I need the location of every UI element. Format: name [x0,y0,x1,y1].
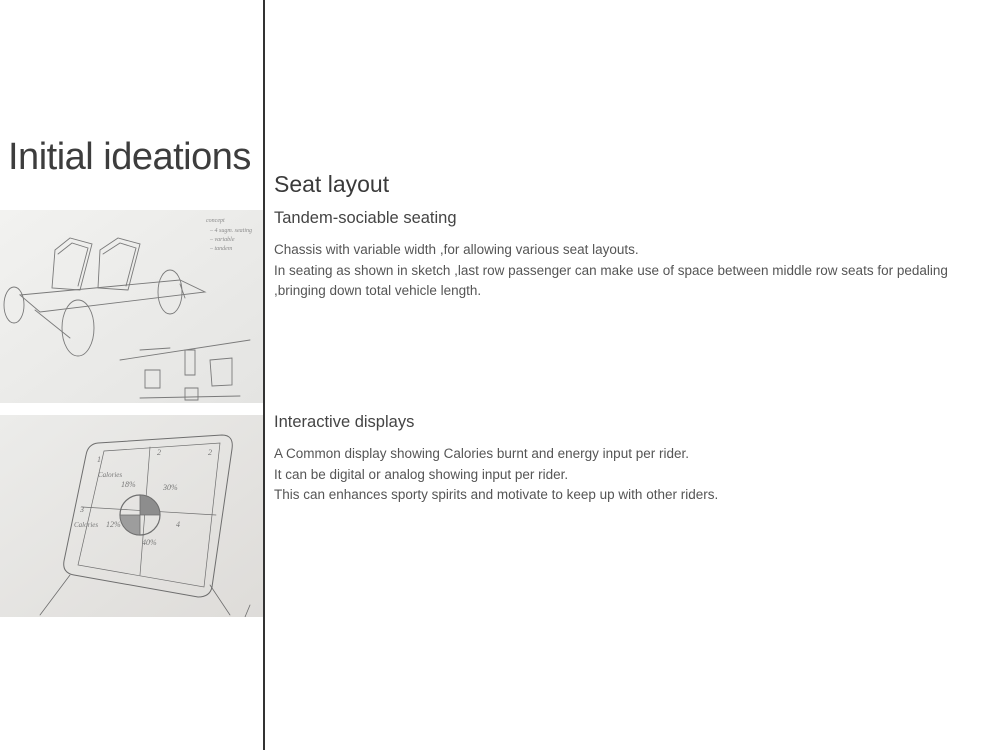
page-title: Initial ideations [8,136,251,178]
interactive-displays-line-1: A Common display showing Calories burnt and energy input per rider. [274,446,689,461]
seat-layout-sketch-image [0,210,263,403]
seat-layout-line-2: In seating as shown in sketch ,last row passenger can make use of space between middle row seats for pedaling ,bringing down total vehicle length. [274,262,948,298]
svg-text:– variable: – variable [210,237,235,243]
interactive-displays-line-3: This can enhances sporty spirits and motivate to keep up with other riders. [274,487,719,502]
section-subheading-interactive-displays: Interactive displays [274,413,415,431]
svg-text:concept: concept [206,218,225,224]
interactive-display-sketch-image [0,415,263,617]
display-label-percent-40: 40% [142,538,157,547]
interactive-displays-line-2: It can be digital or analog showing input per rider. [274,466,569,482]
seat-layout-description [274,240,989,302]
display-label-calories-bottom: Calories [74,521,99,529]
display-label-calories-top: Calories [98,471,123,479]
interactive-displays-description [274,444,989,506]
display-label-quadrant-2b: 2 [208,448,212,457]
display-label-percent-30: 30% [163,483,178,492]
display-label-quadrant-4: 4 [176,520,180,529]
section-subheading-tandem-seating: Tandem-sociable seating [274,209,457,227]
seat-layout-line-1: Chassis with variable width ,for allowing various seat layouts. [274,242,639,257]
svg-text:– tandem: – tandem [210,246,233,252]
vertical-divider [263,0,265,750]
display-label-quadrant-2: 2 [157,448,161,457]
svg-text:– 4 sugm. seating: – 4 sugm. seating [210,228,252,234]
display-label-quadrant-3: 3 [80,505,84,514]
display-label-quadrant-1: 1 [97,455,101,464]
display-label-percent-18: 18% [121,480,136,489]
display-label-percent-12: 12% [106,520,121,529]
section-heading-seat-layout: Seat layout [274,171,390,197]
